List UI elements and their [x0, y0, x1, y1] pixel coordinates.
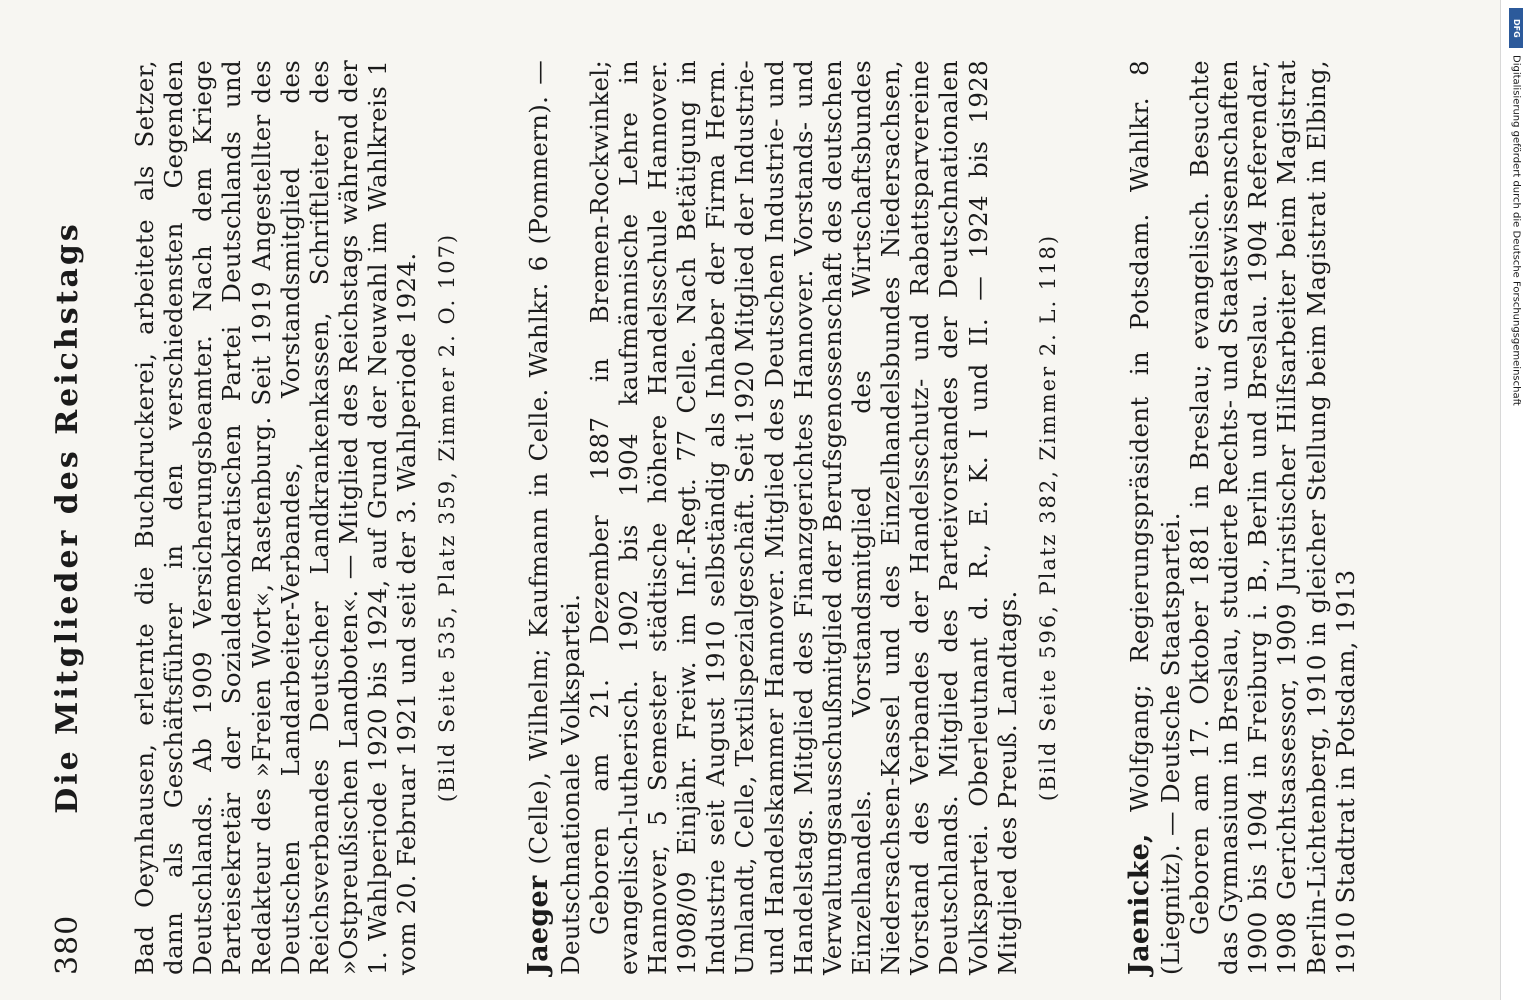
entry-header: [523, 60, 584, 975]
entry-header: [1124, 60, 1185, 975]
entry-header-rest: Wolfgang; Regierungspräsident in Potsdam. Wahlkr. 8 (Liegnitz). — Deutsche Staatspartei.: [1124, 60, 1185, 975]
entry-jaeger: [523, 60, 1059, 975]
funding-notice: Digitalisierung gefördert durch die Deutsche Forschungsgemeinschaft: [1510, 55, 1522, 406]
page-content: [0, 20, 1420, 1000]
page-header: [50, 60, 110, 975]
continuation-paragraph: Bad Oeynhausen, erlernte die Buchdruckerei, arbeitete als Setzer, dann als Geschäftsführer in den verschiedensten Gegenden Deutschlands. Ab 1909 Versicherungsbeamter. Nach dem Kriege Parteisekretär der Sozialdemokratischen Partei Deutschlands und Redakteur des »Freien Wort«, Rastenburg. Seit 1919 Angestellter des Deutschen Landarbeiter-Verbandes, Vorstandsmitglied des Reichsverbandes Deutscher Landkrankenkassen, Schriftleiter des »Ostpreußischen Landboten«. — Mitglied des Reichstags während der 1. Wahlperiode 1920 bis 1924, auf Grund der Neuwahl im Wahlkreis 1 vom 20. Februar 1921 und seit der 3. Wahlperiode 1924.: [130, 60, 422, 975]
dfg-logo-icon: DFG: [1509, 8, 1523, 48]
picture-reference: (Bild Seite 596, Platz 382, Zimmer 2. L. 118): [1035, 233, 1060, 802]
page-number: 380: [50, 914, 85, 975]
entry-jaenicke: [1124, 60, 1360, 975]
entry-header-rest: (Celle), Wilhelm; Kaufmann in Celle. Wahlkr. 6 (Pommern). — Deutschnationale Volkspartei.: [524, 60, 585, 975]
entry-surname: Jaeger: [523, 875, 555, 975]
running-title: Die Mitglieder des Reichstags: [50, 221, 85, 814]
picture-reference: (Bild Seite 535, Platz 359, Zimmer 2. O. 107): [435, 232, 460, 803]
entry-body: Geboren am 17. Oktober 1881 in Breslau; evangelisch. Besuchte das Gymnasium in Breslau, studierte Rechts- und Staatswissenschaften 1900 bis 1904 in Freiburg i. B., Berlin und Breslau. 1904 Referendar, 1908 Gerichtsassessor, 1909 Juristischer Hilfsarbeiter beim Magistrat Berlin-Lichtenberg, 1910 in gleicher Stellung beim Magistrat in Elbing, 1910 Stadtrat in Potsdam, 1913: [1185, 60, 1360, 975]
entry-surname: Jaenicke,: [1123, 833, 1155, 975]
entry-body: Geboren am 21. Dezember 1887 in Bremen-Rockwinkel; evangelisch-lutherisch. 1902 bis 1904 kaufmännische Lehre in Hannover, 5 Semester städtische höhere Handelsschule Hannover. 1908/09 Einjähr. Freiw. im Inf.-Regt. 77 Celle. Nach Betätigung in Industrie seit August 1910 selbständig als Inhaber der Firma Herm. Umlandt, Celle, Textilspezialgeschäft. Seit 1920 Mitglied der Industrie- und Handelskammer Hannover. Mitglied des Deutschen Industrie- und Handelstags. Mitglied des Finanzgerichtes Hannover. Vorstands- und Verwaltungsausschußmitglied der Berufsgenossenschaft des deutschen Einzelhandels. Vorstandsmitglied des Wirtschaftsbundes Niedersachsen-Kassel und des Einzelhandelsbundes Niedersachsen, Vorstand des Verbandes der Handelsschutz- und Rabattsparvereine Deutschlands. Mitglied des Parteivorstandes der Deutschnationalen Volkspartei. Oberleutnant d. R., E. K. I und II. — 1924 bis 1928 Mitglied des Preuß. Landtags.: [584, 60, 1022, 975]
funding-sidebar: [1500, 0, 1530, 1000]
